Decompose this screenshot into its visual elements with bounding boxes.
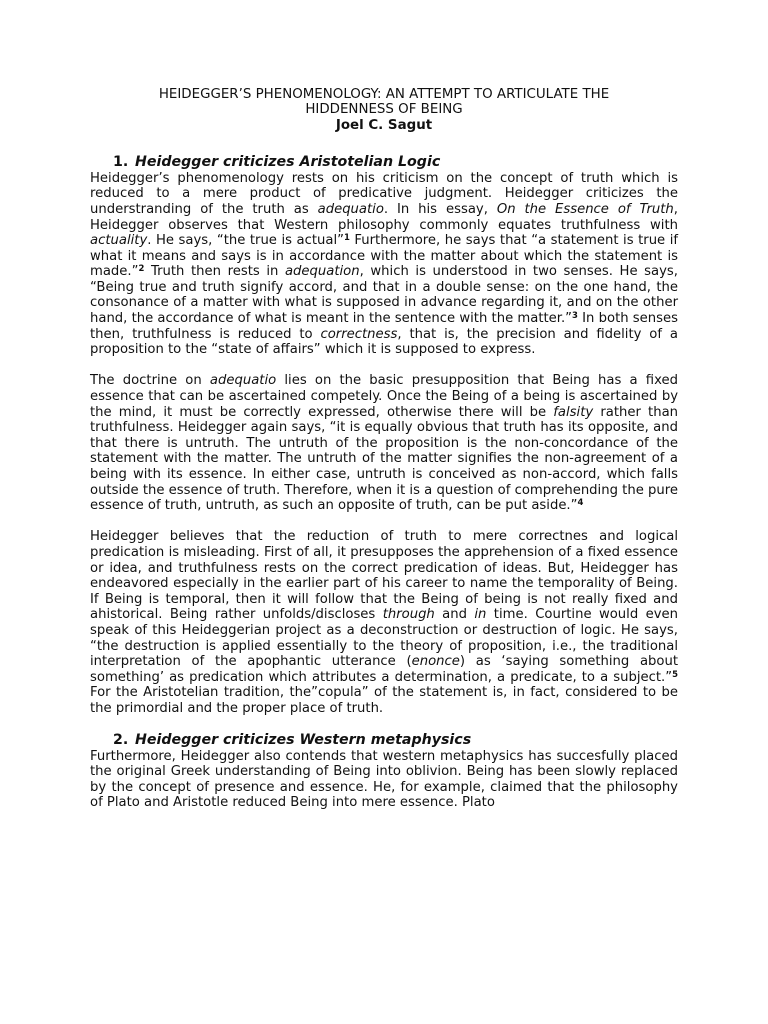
- text-run: The doctrine on: [90, 373, 210, 389]
- text-run: For the Aristotelian tradition, the”copula” of the statement is, in fact, considered to be the primordial and the proper place of truth.: [90, 685, 678, 716]
- text-run: , which is understood in two senses. He says, “Being true and truth signify accord, and that in a double sense: on the one hand, the consonance of a matter with what is supposed in advance regarding it, and on the other hand, the accordance of what is meant in the sentence with the matter.”: [90, 264, 678, 327]
- section-1-number: 1.: [113, 154, 129, 171]
- section-1-paragraph-1: [90, 171, 678, 358]
- section-1-paragraph-2: [90, 373, 678, 513]
- text-run: In both senses then, truthfulness is reduced to: [90, 311, 679, 342]
- section-2-paragraph-1: Furthermore, Heidegger also contends that western metaphysics has succesfully placed the original Greek understanding of Being into oblivion. Being has been slowly replaced by the concept of presence and essence. He, for example, claimed that the philosophy of Plato and Aristotle reduced Being into mere essence. Plato: [90, 748, 678, 811]
- text-run: Truth then rests in: [144, 264, 285, 280]
- text-run: and: [434, 607, 475, 623]
- text-run: . In his essay,: [383, 201, 497, 217]
- text-run: ) as ‘saying something about something’ as predication which attributes a determination, a predicate, to a subject.”: [90, 654, 678, 685]
- text-run: Furthermore, he says that “a statement is true if what it means and says is in accordance with the matter about which the statement is made.”: [90, 233, 679, 280]
- section-1-title: Heidegger criticizes Aristotelian Logic: [135, 154, 441, 171]
- title-line-1: HEIDEGGER’S PHENOMENOLOGY: AN ATTEMPT TO ARTICULATE THE: [158, 87, 610, 102]
- section-2-title: Heidegger criticizes Western metaphysics: [135, 732, 472, 749]
- paragraph-gap: [90, 717, 678, 733]
- footnote-ref: 3: [572, 311, 578, 322]
- emphasis: adequatio: [317, 201, 384, 217]
- text-run: Heidegger believes that the reduction of truth to mere correctnes and logical predication is misleading. First of all, it presupposes the apprehension of a fixed essence or idea, and truthfulness rests on the correct predication of ideas. But, Heidegger has endeavored especially in the earlier part of his career to name the temporality of Being. If Being is temporal, then it will follow that the Being of being is not really fixed and ahistorical. Being rather unfolds/discloses: [90, 529, 678, 623]
- emphasis: correctness: [320, 326, 398, 342]
- emphasis: falsity: [553, 404, 594, 420]
- document-page: [90, 87, 678, 811]
- emphasis: actuality: [90, 233, 148, 249]
- emphasis: adequatio: [209, 373, 277, 389]
- emphasis: in: [474, 607, 487, 623]
- text-run: , that is, the precision and fidelity of a proposition to the “state of affairs” which it is supposed to express.: [90, 326, 678, 358]
- document-title: [90, 87, 678, 118]
- section-1-paragraph-3: [90, 529, 678, 716]
- text-run: rather than truthfulness. Heidegger again says, “it is equally obvious that truth has its opposite, and that there is untruth. The untruth of the proposition is the non-concordance of the statement with the matter. The untruth of the matter signifies the non-agreement of a being with its essence. In either case, untruth is conceived as non-accord, which falls outside the essence of truth. Therefore, when it is a question of comprehending the pure essence of truth, untruth, as such an opposite of truth, can be put aside.”: [90, 404, 679, 514]
- paragraph-gap: [90, 514, 678, 530]
- text-run: lies on the basic presupposition that Being has a fixed essence that can be ascertained competely. Once the Being of a being is ascertained by the mind, it must be correctly expressed, otherwise there will be: [90, 373, 678, 420]
- footnote-ref: 5: [672, 669, 678, 680]
- paragraph-gap: [90, 358, 678, 374]
- emphasis: On the Essence of Truth: [496, 201, 674, 217]
- text-run: time. Courtine would even speak of this Heideggerian project as a deconstruction or destruction of logic. He says, “the destruction is applied essentially to the theory of proposition, i.e., the traditional interpretation of the apophantic utterance (: [90, 607, 678, 670]
- text-run: . He says, “the true is actual”: [147, 233, 344, 249]
- section-1-heading: [90, 154, 678, 171]
- section-2-number: 2.: [113, 732, 129, 749]
- author-name: Joel C. Sagut: [335, 117, 433, 133]
- text-run: Heidegger’s phenomenology rests on his criticism on the concept of truth which is reduced to a mere product of predicative judgment. Heidegger criticizes the understranding of the truth as: [90, 170, 678, 217]
- footnote-ref: 4: [577, 498, 584, 509]
- emphasis: enonce: [411, 654, 460, 670]
- emphasis: adequation: [284, 264, 360, 280]
- title-line-2: HIDDENNESS OF BEING: [305, 102, 463, 118]
- emphasis: through: [382, 607, 435, 623]
- text-run: , Heidegger observes that Western philosophy commonly equates truthfulness with: [90, 201, 678, 233]
- footnote-ref: 2: [138, 264, 145, 275]
- section-2-heading: [90, 732, 678, 749]
- footnote-ref: 1: [343, 233, 350, 244]
